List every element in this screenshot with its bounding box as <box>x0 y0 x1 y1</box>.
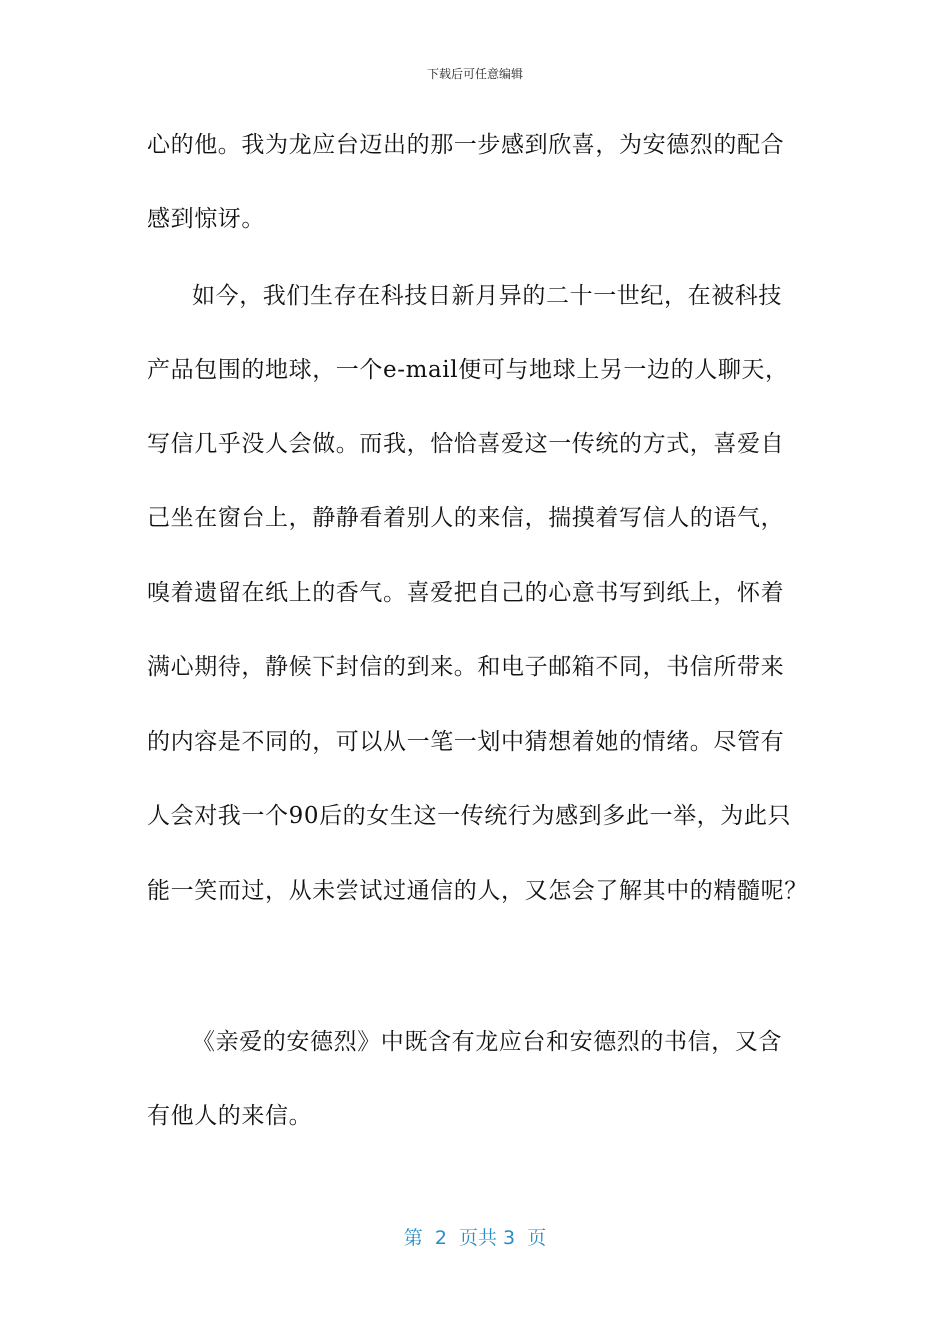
paragraph-first-line: 《亲爱的安德烈》中既含有龙应台和安德烈的书信，又含 <box>192 1029 782 1055</box>
text-line: 心的他。我为龙应台迈出的那一步感到欣喜，为安德烈的配合 <box>147 132 785 158</box>
page-header-note: 下载后可任意编辑 <box>426 67 523 81</box>
text-line: 能一笑而过，从未尝试过通信的人，又怎会了解其中的精髓呢？ <box>147 878 808 904</box>
text-line: 满心期待，静候下封信的到来。和电子邮箱不同，书信所带来 <box>147 654 785 680</box>
text-line: 写信几乎没人会做。而我，恰恰喜爱这一传统的方式，喜爱自 <box>147 431 785 457</box>
text-line: 己坐在窗台上，静静看着别人的来信，揣摸着写信人的语气， <box>147 505 785 531</box>
text-line: 的内容是不同的，可以从一笔一划中猜想着她的情绪。尽管有 <box>147 729 785 755</box>
text-line: 人会对我一个90后的女生这一传统行为感到多此一举，为此只 <box>147 803 792 829</box>
page-number-footer: 第 2 页共 3 页 <box>403 1227 547 1249</box>
text-line: 有他人的来信。 <box>147 1103 313 1129</box>
paragraph-first-line: 如今，我们生存在科技日新月异的二十一世纪，在被科技 <box>192 283 782 309</box>
text-line: 感到惊讶。 <box>147 206 265 232</box>
text-line: 产品包围的地球，一个e-mail便可与地球上另一边的人聊天， <box>147 357 789 383</box>
text-line: 嗅着遗留在纸上的香气。喜爱把自己的心意书写到纸上，怀着 <box>147 580 785 606</box>
